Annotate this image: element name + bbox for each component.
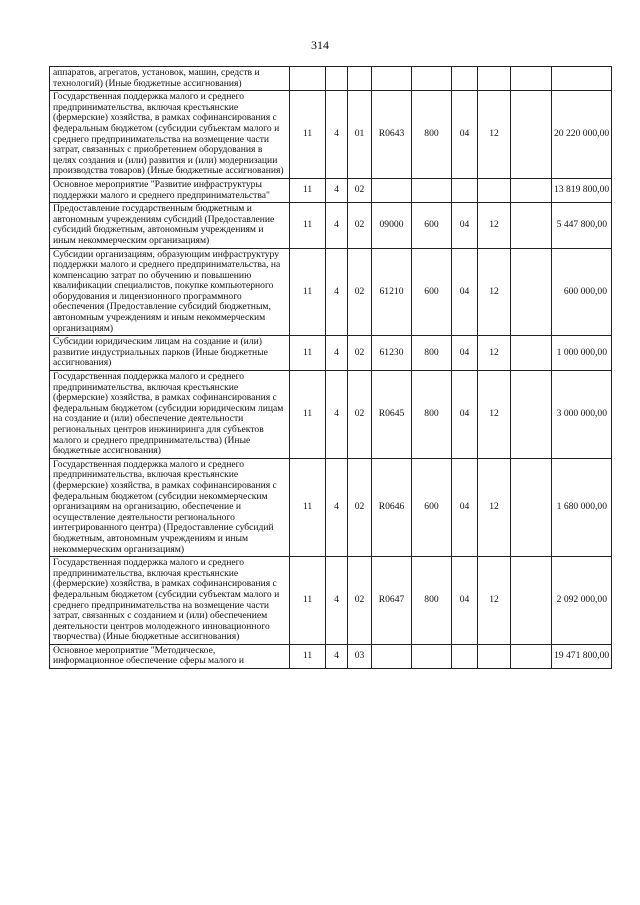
cell-direction: R0646 [372,458,412,556]
row-description: Субсидии организациям, образующим инфраструктуру поддержки малого и среднего предпринимательства, на компенсацию затрат по обучению и повышению квалификации специалистов, покупке компьютерного оборудования и лицензионного программного обеспечения (Предоставление субсидий бюджетным, автономным учреждениям и иным некоммерческим организациям) [50,248,290,336]
cell-empty [511,644,552,668]
cell-empty [511,458,552,556]
cell-program: 11 [290,91,326,179]
cell-subprogram: 4 [326,458,348,556]
cell-subprogram: 4 [326,371,348,459]
cell-measure: 02 [348,203,372,248]
cell-program [290,67,326,91]
table-row [50,178,612,202]
cell-section [452,644,478,668]
cell-empty [511,67,552,91]
table-row [50,458,612,556]
budget-table [49,66,612,669]
cell-direction: 61210 [372,248,412,336]
cell-direction: R0645 [372,371,412,459]
cell-section: 04 [452,458,478,556]
cell-subprogram: 4 [326,336,348,371]
cell-subprogram: 4 [326,203,348,248]
cell-direction: 61230 [372,336,412,371]
cell-empty [511,336,552,371]
table-row [50,557,612,645]
cell-subsection: 12 [478,336,511,371]
cell-subprogram: 4 [326,178,348,202]
table-row [50,644,612,668]
table-body [50,67,612,669]
cell-subprogram: 4 [326,644,348,668]
cell-subsection: 12 [478,91,511,179]
cell-expense-type [412,67,452,91]
cell-empty [511,91,552,179]
cell-amount: 600 000,00 [552,248,612,336]
cell-amount [552,67,612,91]
cell-amount: 1 000 000,00 [552,336,612,371]
row-description: аппаратов, агрегатов, установок, машин, средств и технологий) (Иные бюджетные ассигнования) [50,67,290,91]
cell-expense-type: 800 [412,557,452,645]
table-row [50,91,612,179]
cell-amount: 19 471 800,00 [552,644,612,668]
row-description: Государственная поддержка малого и среднего предпринимательства, включая крестьянские (фермерские) хозяйства, в рамках софинансирования с федеральным бюджетом (субсидии некоммерческим организациям на организацию, обеспечение и осуществление деятельности регионального интегрированного центра) (Предоставление субсидий бюджетным, автономным учреждениям и иным некоммерческим организациям) [50,458,290,556]
row-description: Государственная поддержка малого и среднего предпринимательства, включая крестьянские (фермерские) хозяйства, в рамках софинансирования с федеральным бюджетом (субсидии юридическим лицам на создание и (или) обеспечение деятельности региональных центров инжиниринга для субъектов малого и среднего предпринимательства) (Иные бюджетные ассигнования) [50,371,290,459]
cell-subsection [478,67,511,91]
cell-section [452,178,478,202]
cell-program: 11 [290,248,326,336]
cell-expense-type: 800 [412,91,452,179]
cell-expense-type: 600 [412,248,452,336]
row-description: Предоставление государственным бюджетным и автономным учреждениям субсидий (Предоставление субсидий бюджетным, автономным учреждениям и иным некоммерческим организациям) [50,203,290,248]
row-description: Государственная поддержка малого и среднего предпринимательства, включая крестьянские (фермерские) хозяйства, в рамках софинансирования с федеральным бюджетом (субсидии субъектам малого и среднего предпринимательства на возмещение части затрат, связанных с приобретением оборудования в целях создания и (или) развития и (или) модернизации производства товаров) (Иные бюджетные ассигнования) [50,91,290,179]
cell-measure: 02 [348,557,372,645]
cell-measure: 03 [348,644,372,668]
cell-program: 11 [290,557,326,645]
row-description: Основное мероприятие "Развитие инфраструктуры поддержки малого и среднего предпринимательства" [50,178,290,202]
cell-section: 04 [452,371,478,459]
cell-subprogram: 4 [326,248,348,336]
cell-amount: 20 220 000,00 [552,91,612,179]
table-row [50,371,612,459]
cell-program: 11 [290,644,326,668]
cell-program: 11 [290,458,326,556]
cell-subprogram: 4 [326,557,348,645]
cell-section: 04 [452,203,478,248]
cell-measure: 02 [348,178,372,202]
cell-subsection: 12 [478,248,511,336]
cell-amount: 2 092 000,00 [552,557,612,645]
cell-measure: 02 [348,336,372,371]
cell-section: 04 [452,336,478,371]
cell-expense-type: 800 [412,371,452,459]
row-description: Государственная поддержка малого и среднего предпринимательства, включая крестьянские (фермерские) хозяйства, в рамках софинансирования с федеральным бюджетом (субсидии субъектам малого и среднего предпринимательства на возмещение части затрат, связанных с созданием и (или) обеспечением деятельности центров молодежного инновационного творчества) (Иные бюджетные ассигнования) [50,557,290,645]
row-description: Субсидии юридическим лицам на создание и (или) развитие индустриальных парков (Иные бюджетные ассигнования) [50,336,290,371]
cell-direction: R0647 [372,557,412,645]
cell-subsection: 12 [478,458,511,556]
table-row [50,67,612,91]
cell-direction [372,178,412,202]
cell-subprogram: 4 [326,91,348,179]
cell-amount: 3 000 000,00 [552,371,612,459]
table-row [50,336,612,371]
cell-measure [348,67,372,91]
cell-empty [511,178,552,202]
cell-program: 11 [290,203,326,248]
cell-subsection [478,178,511,202]
cell-section: 04 [452,557,478,645]
table-row [50,203,612,248]
cell-subsection: 12 [478,557,511,645]
cell-amount: 13 819 800,00 [552,178,612,202]
cell-section [452,67,478,91]
cell-direction: 09000 [372,203,412,248]
cell-empty [511,557,552,645]
cell-measure: 02 [348,371,372,459]
cell-measure: 01 [348,91,372,179]
cell-expense-type: 600 [412,203,452,248]
cell-program: 11 [290,336,326,371]
cell-empty [511,203,552,248]
cell-program: 11 [290,371,326,459]
cell-expense-type: 800 [412,336,452,371]
cell-program: 11 [290,178,326,202]
page-number: 314 [311,38,329,52]
row-description: Основное мероприятие "Методическое, информационное обеспечение сферы малого и [50,644,290,668]
cell-expense-type: 600 [412,458,452,556]
cell-subprogram [326,67,348,91]
cell-amount: 1 680 000,00 [552,458,612,556]
cell-direction: R0643 [372,91,412,179]
cell-direction [372,67,412,91]
cell-subsection [478,644,511,668]
cell-subsection: 12 [478,371,511,459]
cell-expense-type [412,178,452,202]
cell-subsection: 12 [478,203,511,248]
cell-direction [372,644,412,668]
cell-section: 04 [452,91,478,179]
cell-measure: 02 [348,248,372,336]
cell-section: 04 [452,248,478,336]
cell-amount: 5 447 800,00 [552,203,612,248]
cell-empty [511,248,552,336]
cell-measure: 02 [348,458,372,556]
table-row [50,248,612,336]
cell-empty [511,371,552,459]
cell-expense-type [412,644,452,668]
